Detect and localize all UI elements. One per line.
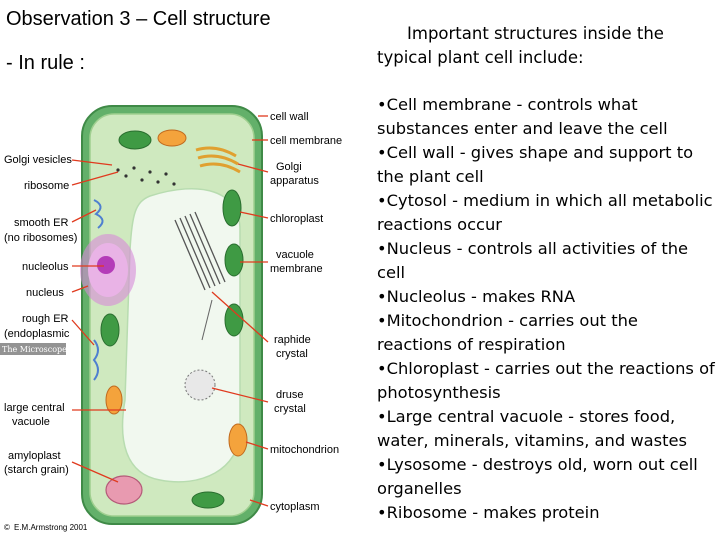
- label-mitochondrion: mitochondrion: [270, 444, 340, 456]
- list-item: •Cytosol - medium in which all metabolic reactions occur: [377, 191, 713, 234]
- intro-text: Important structures inside the typical plant cell include:: [377, 24, 664, 67]
- label-smooth-er-note: (no ribosomes): [4, 232, 78, 244]
- label-golgi: Golgi: [276, 161, 302, 173]
- list-item: •Lysosome - destroys old, worn out cell organelles: [377, 455, 698, 498]
- label-ribosome: ribosome: [24, 180, 70, 192]
- slide-title: Observation 3 – Cell structure: [6, 8, 271, 30]
- label-amyloplast-note: (starch grain): [4, 464, 69, 476]
- label-rough-er-note: (endoplasmic: [4, 328, 70, 340]
- label-nucleolus: nucleolus: [22, 261, 69, 273]
- list-item: •Cell membrane - controls what substances enter and leave the cell: [377, 95, 668, 138]
- list-item: •Nucleolus - makes RNA: [377, 287, 576, 306]
- plant-cell-diagram: [0, 96, 370, 540]
- copyright-text: E.M.Armstrong 2001: [14, 523, 88, 532]
- druse-crystal: [185, 370, 215, 400]
- list-item: •Cell wall - gives shape and support to the plant cell: [377, 143, 694, 186]
- label-vacuole-membrane: membrane: [270, 263, 323, 275]
- label-druse-crystal: crystal: [274, 403, 306, 415]
- amyloplast: [106, 476, 142, 504]
- label-large-central-vacuole: large central: [4, 402, 65, 414]
- label-cytoplasm: cytoplasm: [270, 501, 320, 513]
- nucleolus: [97, 256, 115, 274]
- list-item: •Mitochondrion - carries out the reactions of respiration: [377, 311, 638, 354]
- label-nucleus: nucleus: [26, 287, 64, 299]
- label-vacuole: vacuole: [276, 249, 314, 261]
- label-golgi-vesicles: Golgi vesicles: [4, 154, 72, 166]
- label-rough-er: rough ER: [22, 313, 69, 325]
- list-item: •Ribosome - makes protein: [377, 503, 600, 522]
- label-smooth-er: smooth ER: [14, 217, 69, 229]
- label-chloroplast: chloroplast: [270, 213, 324, 225]
- label-raphide: raphide: [274, 334, 311, 346]
- list-item: •Nucleus - controls all activities of the cell: [377, 239, 689, 282]
- list-item: •Large central vacuole - stores food, water, minerals, vitamins, and wastes: [377, 407, 688, 450]
- slide-subtitle: - In rule :: [6, 52, 85, 74]
- large-central-vacuole: [123, 189, 240, 482]
- label-raphide-crystal: crystal: [276, 348, 308, 360]
- label-cell-membrane: cell membrane: [270, 135, 343, 147]
- intro-paragraph: [377, 22, 707, 70]
- label-golgi-apparatus: apparatus: [270, 175, 319, 187]
- structures-list: [377, 93, 717, 525]
- label-large-central-vacuole-2: vacuole: [12, 416, 50, 428]
- list-item: •Chloroplast - carries out the reactions of photosynthesis: [377, 359, 715, 402]
- copyright-symbol: ©: [4, 523, 10, 532]
- label-druse: druse: [276, 389, 304, 401]
- watermark-the-microscope: The Microscope: [2, 345, 67, 354]
- label-amyloplast: amyloplast: [8, 450, 61, 462]
- label-cell-wall: cell wall: [270, 111, 309, 123]
